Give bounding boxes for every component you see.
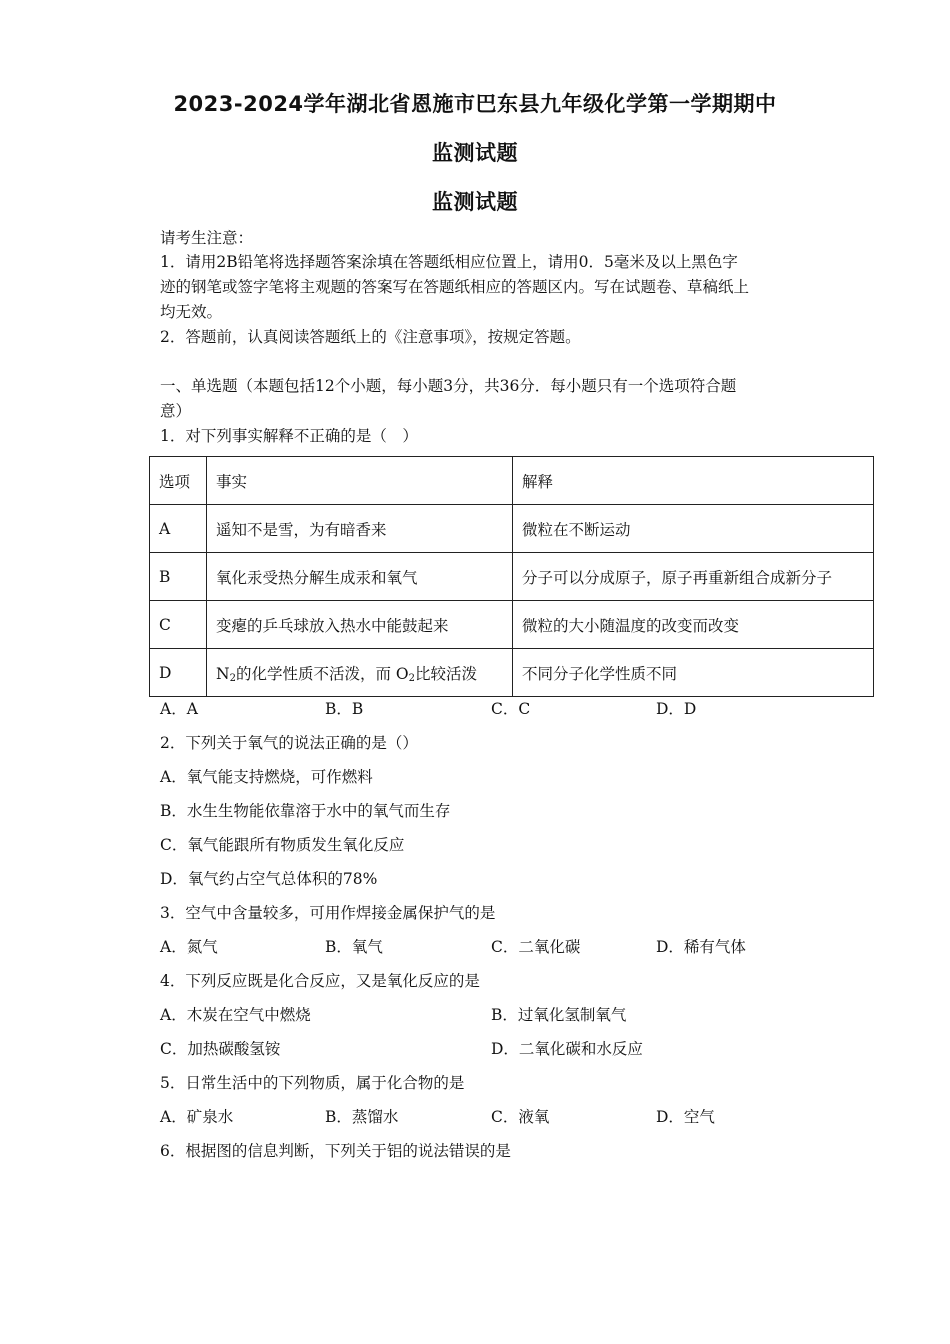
notice-item1-line3: 均无效。 <box>160 303 223 321</box>
exam-title-line1: 2023-2024学年湖北省恩施市巴东县九年级化学第一学期期中 <box>173 92 777 116</box>
table-row <box>150 601 874 649</box>
q4-stem: 4．下列反应既是化合反应，又是氧化反应的是 <box>160 972 480 990</box>
table-cell-option: C <box>150 601 207 649</box>
q1-option-a: A．A <box>160 700 198 718</box>
subscript-2: 2 <box>229 672 236 684</box>
q2-stem: 2．下列关于氧气的说法正确的是（） <box>160 734 418 752</box>
q4-option-a: A．木炭在空气中燃烧 <box>160 1006 311 1024</box>
fact-text-middle: 的化学性质不活泼，而 O <box>235 664 409 683</box>
table-cell-option: B <box>150 553 207 601</box>
table-cell-fact: 变瘪的乒乓球放入热水中能鼓起来 <box>207 601 513 649</box>
q4-option-b: B．过氧化氢制氧气 <box>491 1006 627 1024</box>
q3-option-d: D．稀有气体 <box>656 938 746 956</box>
exam-title-line2: 监测试题 <box>432 141 518 165</box>
table-row <box>150 553 874 601</box>
table-cell-option: A <box>150 505 207 553</box>
table-header-row <box>150 457 874 505</box>
q6-stem: 6．根据图的信息判断，下列关于铝的说法错误的是 <box>160 1142 511 1160</box>
table-cell-fact <box>207 649 513 697</box>
fact-text-end: 比较活泼 <box>414 664 477 683</box>
q5-option-a: A．矿泉水 <box>160 1108 234 1126</box>
notice-item1-line1: 1．请用2B铅笔将选择题答案涂填在答题纸相应位置上，请用0．5毫米及以上黑色字 <box>160 253 738 271</box>
notice-item1-line2: 迹的钢笔或签字笔将主观题的答案写在答题纸相应的答题区内。写在试题卷、草稿纸上 <box>160 278 750 296</box>
section-heading-line2: 意） <box>160 402 192 420</box>
q3-stem: 3．空气中含量较多，可用作焊接金属保护气的是 <box>160 904 496 922</box>
notice-heading: 请考生注意： <box>160 229 254 247</box>
table-cell-explanation: 微粒的大小随温度的改变而改变 <box>513 601 874 649</box>
q5-option-d: D．空气 <box>656 1108 715 1126</box>
q3-option-c: C．二氧化碳 <box>491 938 581 956</box>
table-row <box>150 649 874 697</box>
q5-stem: 5．日常生活中的下列物质，属于化合物的是 <box>160 1074 465 1092</box>
section-heading-line1: 一、单选题（本题包括12个小题，每小题3分，共36分．每小题只有一个选项符合题 <box>160 377 737 395</box>
q2-option-d: D．氧气约占空气总体积的78% <box>160 870 378 888</box>
q1-stem: 1．对下列事实解释不正确的是（ ） <box>160 427 418 445</box>
q4-option-d: D．二氧化碳和水反应 <box>491 1040 643 1058</box>
fact-text-n: N <box>216 664 230 683</box>
table-header-option: 选项 <box>150 457 207 505</box>
q3-option-b: B．氧气 <box>325 938 383 956</box>
table-cell-option: D <box>150 649 207 697</box>
table-cell-explanation: 不同分子化学性质不同 <box>513 649 874 697</box>
table-cell-fact: 遥知不是雪，为有暗香来 <box>207 505 513 553</box>
q1-option-d: D．D <box>656 700 697 718</box>
q3-option-a: A．氮气 <box>160 938 218 956</box>
q5-option-c: C．液氧 <box>491 1108 550 1126</box>
table-cell-explanation: 微粒在不断运动 <box>513 505 874 553</box>
q1-table <box>149 456 874 697</box>
table-header-fact: 事实 <box>207 457 513 505</box>
table-cell-explanation: 分子可以分成原子，原子再重新组合成新分子 <box>513 553 874 601</box>
q1-option-b: B．B <box>325 700 364 718</box>
table-cell-fact: 氧化汞受热分解生成汞和氧气 <box>207 553 513 601</box>
notice-item2: 2．答题前，认真阅读答题纸上的《注意事项》，按规定答题。 <box>160 328 581 346</box>
table-header-explanation: 解释 <box>513 457 874 505</box>
subscript-2: 2 <box>408 672 415 684</box>
exam-title-line3: 监测试题 <box>432 190 518 214</box>
q1-option-c: C．C <box>491 700 531 718</box>
q5-option-b: B．蒸馏水 <box>325 1108 399 1126</box>
q2-option-a: A．氧气能支持燃烧，可作燃料 <box>160 768 373 786</box>
q4-option-c: C．加热碳酸氢铵 <box>160 1040 281 1058</box>
q2-option-c: C．氧气能跟所有物质发生氧化反应 <box>160 836 405 854</box>
q2-option-b: B．水生生物能依靠溶于水中的氧气而生存 <box>160 802 451 820</box>
table-row <box>150 505 874 553</box>
